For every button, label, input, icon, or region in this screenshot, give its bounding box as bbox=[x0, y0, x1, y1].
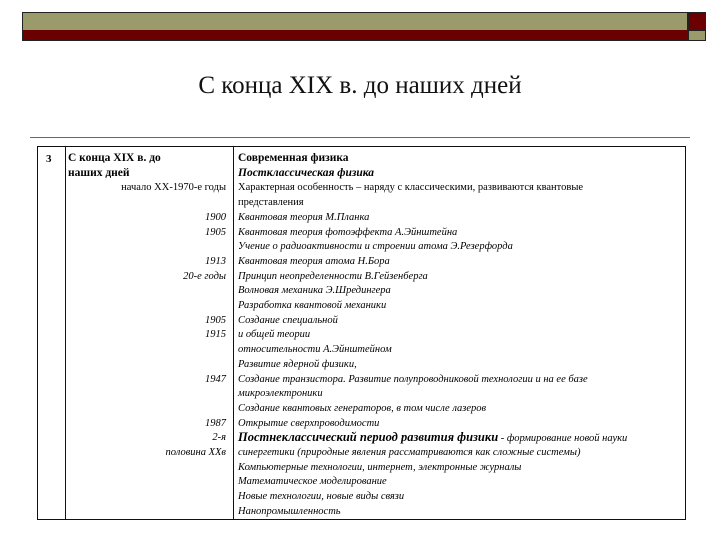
event-cell bbox=[238, 430, 627, 446]
event-cell: Постклассическая физика bbox=[238, 166, 375, 179]
event-cell: Математическое моделирование bbox=[238, 476, 387, 488]
event-cell: Волновая механика Э.Шредингера bbox=[238, 285, 391, 297]
period-cell: половина XXв bbox=[165, 447, 226, 458]
event-cell: Разработка квантовой механики bbox=[238, 300, 387, 311]
period-cell: начало XX-1970-е годы bbox=[121, 182, 226, 194]
header-square-red bbox=[688, 12, 706, 30]
event-cell: Создание квантовых генераторов, в том числе лазеров bbox=[238, 402, 487, 414]
period-cell: 1913 bbox=[205, 255, 226, 267]
event-cell: микроэлектроники bbox=[238, 388, 323, 400]
event-cell: Новые технологии, новые виды связи bbox=[238, 491, 405, 503]
event-cell: Развитие ядерной физики, bbox=[238, 358, 357, 370]
header-bar-red bbox=[22, 30, 688, 41]
event-cell: Создание специальной bbox=[238, 314, 338, 326]
period-cell: 1905 bbox=[205, 314, 226, 326]
period-cell: 1905 bbox=[205, 226, 226, 238]
period-cell: С конца XIX в. до bbox=[68, 152, 161, 164]
header-bar-olive bbox=[22, 12, 688, 30]
event-text: - формирование новой науки bbox=[498, 433, 628, 445]
period-cell: наших дней bbox=[68, 166, 130, 179]
event-cell: Создание транзистора. Развитие полупроводниковой технологии и на ее базе bbox=[238, 373, 588, 385]
divider bbox=[30, 137, 690, 138]
event-cell: Учение о радиоактивности и строении атома Э.Резерфорда bbox=[238, 241, 513, 253]
period-cell: 1987 bbox=[205, 417, 226, 429]
event-cell: и общей теории bbox=[238, 329, 311, 341]
column-divider bbox=[65, 147, 66, 519]
row-number: 3 bbox=[46, 153, 52, 165]
event-cell: Квантовая теория М.Планка bbox=[238, 211, 370, 223]
period-cell: 1947 bbox=[205, 373, 226, 385]
header-square-olive bbox=[688, 30, 706, 41]
slide-title: С конца XIX в. до наших дней bbox=[198, 72, 522, 99]
event-cell: Открытие сверхпроводимости bbox=[238, 417, 380, 429]
event-cell: Нанопромышленность bbox=[238, 505, 341, 517]
event-cell: представления bbox=[238, 197, 304, 209]
period-cell: 20-е годы bbox=[183, 270, 226, 282]
event-heading: Постнеклассический период развития физики bbox=[238, 430, 499, 445]
event-cell: Характерная особенность – наряду с классическими, развиваются квантовые bbox=[238, 182, 584, 194]
event-cell: Принцип неопределенности В.Гейзенберга bbox=[238, 270, 428, 282]
event-cell: Квантовая теория атома Н.Бора bbox=[238, 255, 390, 267]
column-divider bbox=[233, 147, 234, 519]
event-cell: относительности А.Эйнштейном bbox=[238, 344, 392, 356]
event-cell: Квантовая теория фотоэффекта А.Эйнштейна bbox=[238, 226, 458, 238]
period-cell: 1915 bbox=[205, 329, 226, 341]
history-table bbox=[37, 146, 686, 520]
period-cell: 2-я bbox=[212, 432, 226, 444]
event-cell: Компьютерные технологии, интернет, электронные журналы bbox=[238, 461, 522, 473]
event-cell: синергетики (природные явления рассматриваются как сложные системы) bbox=[238, 447, 581, 458]
period-cell: 1900 bbox=[205, 211, 226, 223]
event-cell: Современная физика bbox=[238, 152, 349, 164]
